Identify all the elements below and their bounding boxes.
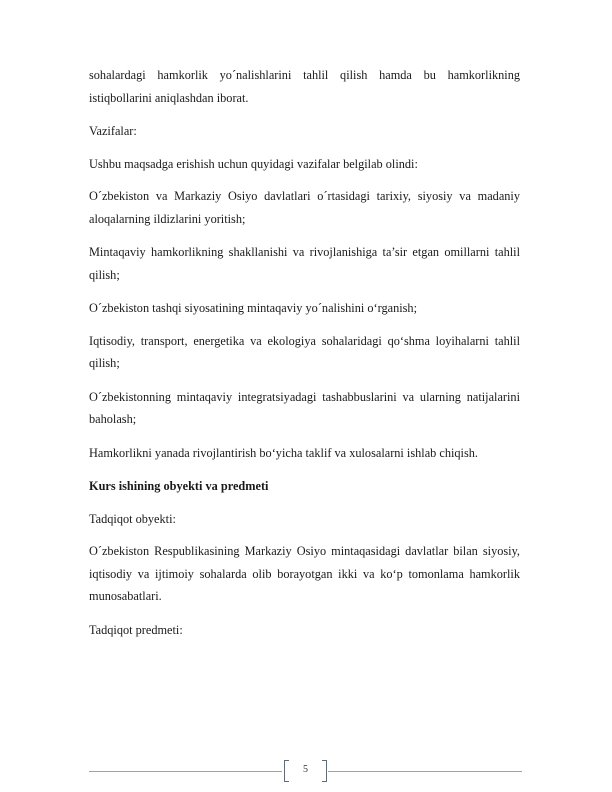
paragraph-intro-continuation: sohalardagi hamkorlik yo´nalishlarini tahlil qilish hamda bu hamkorlikning istiqbollarini aniqlashdan iborat.	[89, 68, 520, 105]
task-item-2: Mintaqaviy hamkorlikning shakllanishi va rivojlanishiga ta’sir etgan omillarni tahlil qilish;	[89, 245, 520, 282]
heading-research-object: Tadqiqot obyekti:	[89, 511, 176, 526]
footer-line-right	[328, 771, 522, 772]
task-item-3: O´zbekiston tashqi siyosatining mintaqaviy yo´nalishini o‘rganish;	[89, 301, 417, 315]
task-item-6: Hamkorlikni yanada rivojlantirish bo‘yicha taklif va xulosalarni ishlab chiqish.	[89, 445, 478, 460]
task-item-5: O´zbekistonning mintaqaviy integratsiyadagi tashabbuslarini va ularning natijalarini baholash;	[89, 389, 520, 426]
document-body	[89, 64, 520, 651]
page-number: 5	[303, 764, 308, 775]
heading-tasks: Vazifalar:	[89, 124, 137, 138]
paragraph-research-object: O´zbekiston Respublikasining Markaziy Osiyo mintaqasidagi davlatlar bilan siyosiy, iqtisodiy va ijtimoiy sohalarda olib borayotgan ikki va ko‘p tomonlama hamkorlik munosabatlari.	[89, 544, 520, 603]
section-heading-object-subject: Kurs ishining obyekti va predmeti	[89, 479, 269, 493]
task-item-4: Iqtisodiy, transport, energetika va ekologiya sohalaridagi qo‘shma loyihalarni tahlil qilish;	[89, 333, 520, 370]
heading-research-subject: Tadqiqot predmeti:	[89, 622, 183, 637]
task-item-1: O´zbekiston va Markaziy Osiyo davlatlari o´rtasidagi tarixiy, siyosiy va madaniy aloqalarning ildizlarini yoritish;	[89, 189, 520, 226]
paragraph-tasks-intro: Ushbu maqsadga erishish uchun quyidagi vazifalar belgilab olindi:	[89, 156, 418, 171]
page-number-bracket-right-icon	[322, 760, 327, 782]
footer-line-left	[89, 771, 282, 772]
